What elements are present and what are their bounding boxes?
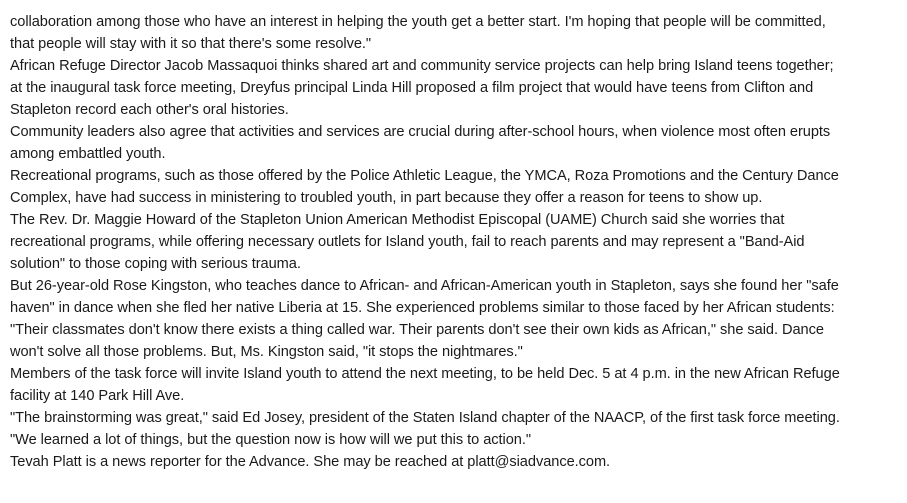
text-line: Complex, have had success in ministering to troubled youth, in part because they offer a reason for teens to show up. — [10, 190, 763, 206]
text-line: Tevah Platt is a news reporter for the Advance. She may be reached at platt@siadvance.com. — [10, 454, 611, 470]
paragraph-next-meeting — [10, 363, 899, 407]
text-line: that people will stay with it so that there's some resolve." — [10, 36, 372, 52]
paragraph-rev-maggie-howard — [10, 209, 899, 275]
paragraph-rose-kingston — [10, 275, 899, 363]
paragraph-ed-josey-quote — [10, 407, 899, 451]
text-line: solution" to those coping with serious trauma. — [10, 256, 301, 272]
text-line: facility at 140 Park Hill Ave. — [10, 388, 185, 404]
text-line: African Refuge Director Jacob Massaquoi thinks shared art and community service projects can help bring Island teens together; — [10, 58, 834, 74]
text-line: "Their classmates don't know there exists a thing called war. Their parents don't see their own kids as African," she said. Dance — [10, 322, 824, 338]
text-line: But 26-year-old Rose Kingston, who teaches dance to African- and African-American youth in Stapleton, says she found her "safe — [10, 278, 839, 294]
text-line: won't solve all those problems. But, Ms. Kingston said, "it stops the nightmares." — [10, 344, 523, 360]
text-line: among embattled youth. — [10, 146, 166, 162]
text-line: Community leaders also agree that activities and services are crucial during after-school hours, when violence most often erupts — [10, 124, 831, 140]
text-line: Members of the task force will invite Island youth to attend the next meeting, to be held Dec. 5 at 4 p.m. in the new African Refuge — [10, 366, 840, 382]
paragraph-author-byline — [10, 451, 899, 473]
text-line: The Rev. Dr. Maggie Howard of the Stapleton Union American Methodist Episcopal (UAME) Church said she worries that — [10, 212, 785, 228]
text-line: recreational programs, while offering necessary outlets for Island youth, fail to reach parents and may represent a "Band-Aid — [10, 234, 805, 250]
paragraph-recreational-programs — [10, 165, 899, 209]
text-line: collaboration among those who have an interest in helping the youth get a better start. I'm hoping that people will be committed, — [10, 14, 826, 30]
text-line: "We learned a lot of things, but the question now is how will we put this to action." — [10, 432, 531, 448]
text-line: "The brainstorming was great," said Ed Josey, president of the Staten Island chapter of the NAACP, of the first task force meeting. — [10, 410, 840, 426]
paragraph-community-leaders — [10, 121, 899, 165]
text-line: at the inaugural task force meeting, Dreyfus principal Linda Hill proposed a film project that would have teens from Clifton and — [10, 80, 814, 96]
text-line: haven" in dance when she fled her native Liberia at 15. She experienced problems similar to those faced by her African students: — [10, 300, 835, 316]
paragraph-african-refuge-director — [10, 55, 899, 121]
text-line: Recreational programs, such as those offered by the Police Athletic League, the YMCA, Roza Promotions and the Century Dance — [10, 168, 839, 184]
paragraph-collaboration-quote — [10, 11, 899, 55]
text-line: Stapleton record each other's oral histories. — [10, 102, 289, 118]
